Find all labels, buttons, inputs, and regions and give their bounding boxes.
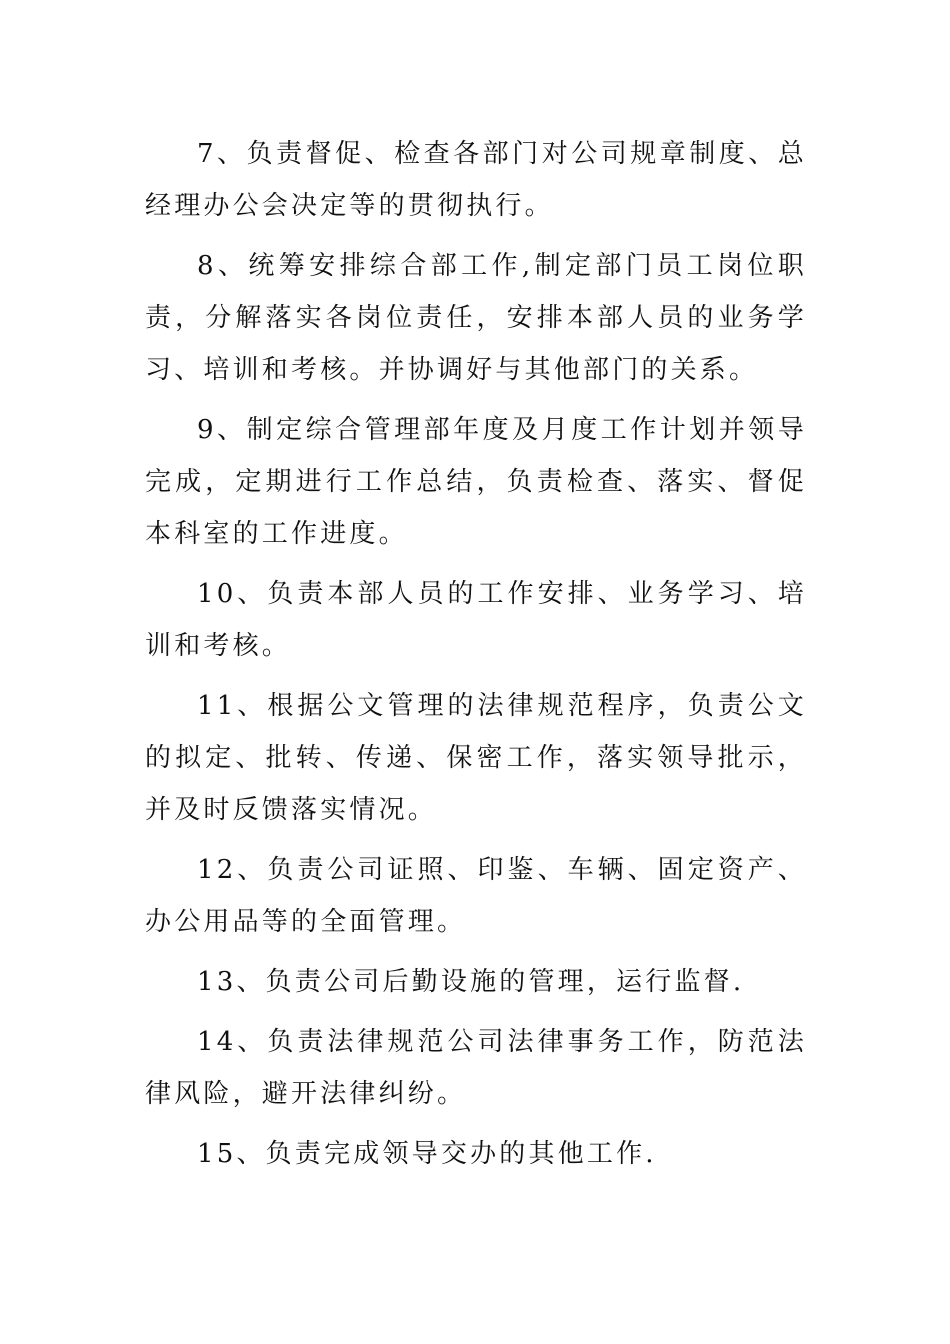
paragraph-item-7: 7、负责督促、检查各部门对公司规章制度、总经理办公会决定等的贯彻执行。 xyxy=(145,139,807,221)
paragraph-item-15: 15、负责完成领导交办的其他工作. xyxy=(197,1139,657,1169)
paragraph-item-9: 9、制定综合管理部年度及月度工作计划并领导完成，定期进行工作总结，负责检查、落实、督促本科室的工作进度。 xyxy=(145,415,807,549)
paragraph-item-10: 10、负责本部人员的工作安排、业务学习、培训和考核。 xyxy=(145,579,807,661)
paragraph-item-11: 11、根据公文管理的法律规范程序，负责公文的拟定、批转、传递、保密工作，落实领导批示，并及时反馈落实情况。 xyxy=(145,691,807,825)
paragraph-item-13: 13、负责公司后勤设施的管理，运行监督. xyxy=(197,967,745,997)
document-body xyxy=(145,128,807,1188)
paragraph-item-12: 12、负责公司证照、印鉴、车辆、固定资产、办公用品等的全面管理。 xyxy=(145,855,807,937)
paragraph-item-8: 8、统筹安排综合部工作,制定部门员工岗位职责，分解落实各岗位责任，安排本部人员的业务学习、培训和考核。并协调好与其他部门的关系。 xyxy=(145,251,807,385)
paragraph-item-14: 14、负责法律规范公司法律事务工作，防范法律风险，避开法律纠纷。 xyxy=(145,1027,807,1109)
